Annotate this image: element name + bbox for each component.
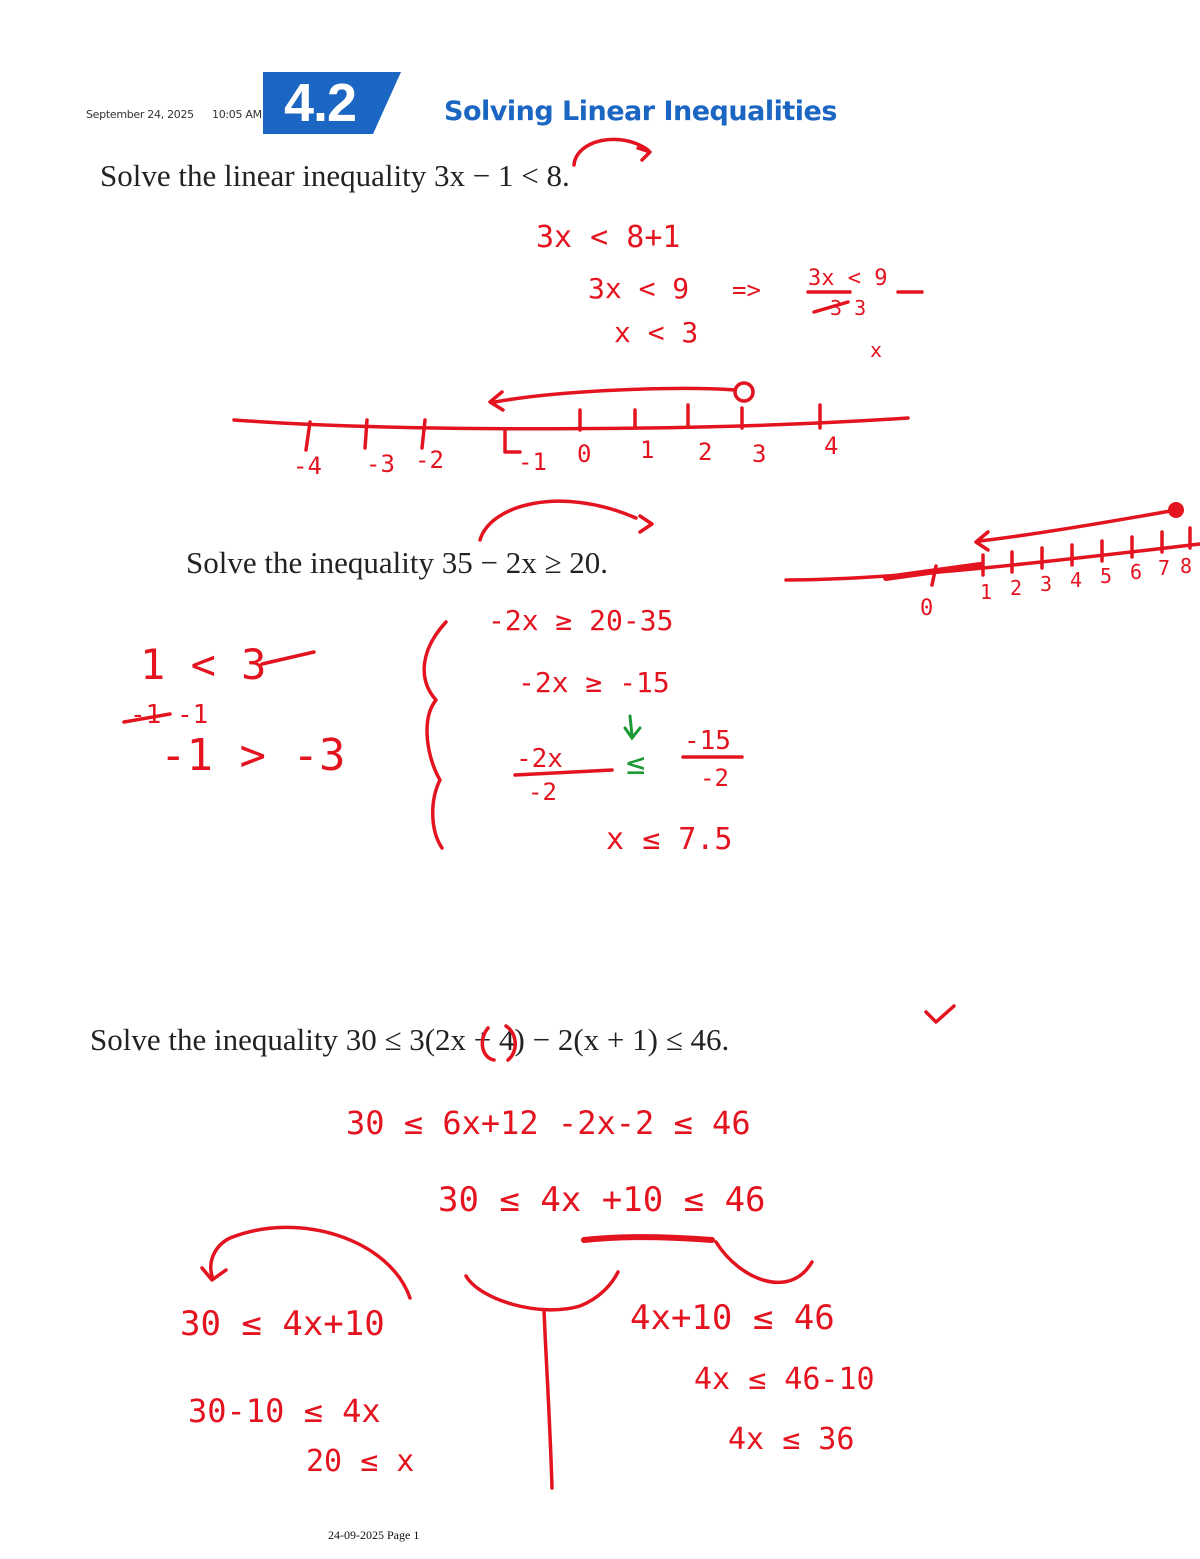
curly-brace	[424, 622, 446, 848]
work1-line3: x < 3	[614, 316, 699, 349]
work2-div-num-left: -2x	[516, 744, 563, 774]
work1-note-x: x	[870, 338, 883, 362]
green-flip-arrow	[625, 716, 640, 738]
move-arrow-1-head	[638, 148, 650, 160]
work3-left2: 30-10 ≤ 4x	[188, 1392, 381, 1430]
nl1-label: 2	[698, 438, 713, 466]
section-number: 4.2	[284, 73, 357, 133]
work2-result: x ≤ 7.5	[606, 822, 733, 857]
work3-line1: 30 ≤ 6x+12 -2x-2 ≤ 46	[346, 1104, 751, 1142]
work3-right2: 4x ≤ 46-10	[694, 1362, 875, 1397]
move-arrow-1	[574, 139, 648, 165]
work2-div-den-right: -2	[700, 764, 729, 792]
nl1-label: -2	[415, 446, 444, 474]
number-line-2-ticks	[932, 528, 1193, 585]
check-mark	[926, 1006, 954, 1022]
work3-left1: 30 ≤ 4x+10	[180, 1304, 385, 1344]
nl2-label: 5	[1100, 564, 1113, 588]
work2-line2: -2x ≥ -15	[518, 666, 670, 699]
side-note-line2: -1 > -3	[160, 730, 346, 781]
split-arrow-left-head	[202, 1268, 226, 1280]
nl1-label: 0	[577, 440, 592, 468]
problem-2: Solve the inequality 35 − 2x ≥ 20.	[186, 545, 608, 580]
underline-mark	[584, 1237, 712, 1240]
solution-ray-2	[980, 510, 1176, 541]
nl1-label: -3	[366, 450, 395, 478]
nl2-label: 0	[920, 596, 934, 621]
nl1-label: -1	[518, 448, 547, 476]
side-note-line1: 1 < 3	[140, 640, 267, 689]
nl2-label: 8	[1180, 554, 1193, 578]
nl1-label: -4	[293, 452, 322, 480]
move-arrow-2-head	[640, 516, 652, 532]
work3-right3: 4x ≤ 36	[728, 1422, 855, 1457]
closed-circle-7-5	[1168, 502, 1184, 518]
divider-line	[544, 1310, 552, 1488]
move-arrow-2	[480, 501, 636, 540]
work2-div-den-left: -2	[528, 778, 557, 806]
work3-right1: 4x+10 ≤ 46	[630, 1298, 835, 1338]
nl1-label: 3	[752, 440, 767, 468]
nl2-label: 2	[1010, 576, 1023, 600]
work1-implies: =>	[732, 276, 761, 304]
side-note-den1: -1 -1	[130, 700, 209, 730]
solution-ray-1	[495, 389, 735, 403]
nl2-label: 6	[1130, 560, 1143, 584]
number-line-1	[234, 418, 908, 429]
circle-mark	[482, 1026, 515, 1060]
work1-div-num: 3x < 9	[808, 266, 888, 291]
nl1-label: 1	[640, 436, 655, 464]
page-footer: 24-09-2025 Page 1	[328, 1528, 420, 1542]
problem-3: Solve the inequality 30 ≤ 3(2x + 4) − 2(x + 1) ≤ 46.	[90, 1022, 730, 1057]
work3-line2: 30 ≤ 4x +10 ≤ 46	[438, 1180, 766, 1220]
work2-flipped-sign: ≤	[626, 744, 646, 782]
open-circle-3	[735, 383, 753, 401]
nl2-label: 3	[1040, 572, 1053, 596]
note-time: 10:05 AM	[212, 108, 262, 121]
nl2-label: 1	[980, 580, 993, 604]
nl1-label: 4	[824, 432, 839, 460]
note-date: September 24, 2025	[86, 108, 194, 121]
work1-line2: 3x < 9	[588, 272, 690, 305]
work2-div-num-right: -15	[684, 726, 731, 756]
nl2-label: 7	[1158, 556, 1171, 580]
split-curve-middle	[466, 1272, 618, 1310]
section-title: Solving Linear Inequalities	[444, 96, 837, 127]
problem-1: Solve the linear inequality 3x − 1 < 8.	[100, 158, 570, 193]
split-arrow-left	[211, 1227, 410, 1298]
work1-div-den: 3 3	[830, 296, 867, 320]
work3-left3: 20 ≤ x	[306, 1444, 415, 1479]
work2-line1: -2x ≥ 20-35	[488, 604, 674, 637]
split-curve-right	[716, 1242, 812, 1282]
work1-line1: 3x < 8+1	[536, 220, 681, 255]
nl2-label: 4	[1070, 568, 1083, 592]
